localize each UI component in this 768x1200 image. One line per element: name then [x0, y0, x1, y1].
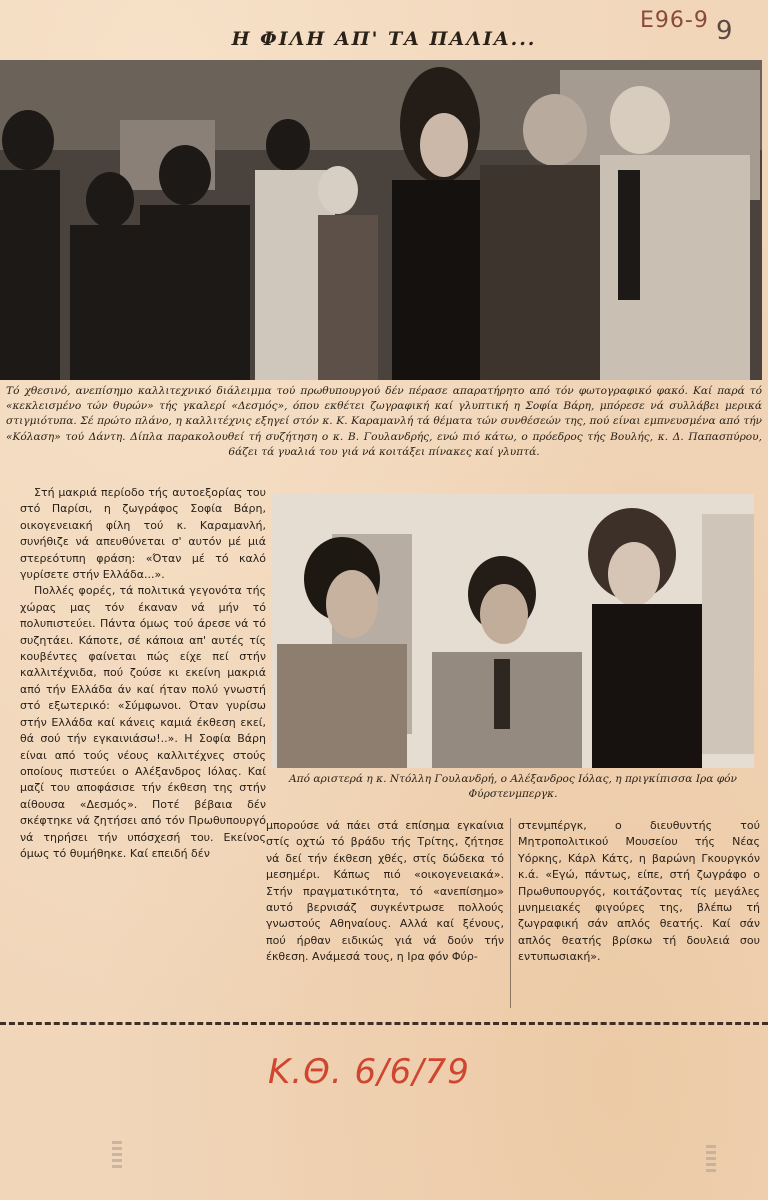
- photo-guests-at-gallery: [272, 494, 754, 768]
- staple-mark: [706, 1142, 716, 1172]
- photo-caption-middle: Από αριστερά η κ. Ντόλλη Γουλανδρή, ο Αλέξανδρος Ιόλας, η πριγκίπισσα Ιρα φόν Φύρστενμπεργκ.: [289, 773, 737, 800]
- staple-mark: [112, 1138, 122, 1168]
- article-column-right: [518, 818, 760, 966]
- handwritten-page-number: 9: [716, 16, 733, 46]
- article-headline: Η ΦΙΛΗ ΑΠ' ΤΑ ΠΑΛΙΑ...: [231, 28, 537, 50]
- photo-prime-minister-visit: [0, 60, 762, 380]
- article-paragraph: Στή μακριά περίοδο τής αυτοεξορίας του στό Παρίσι, η ζωγράφος Σοφία Βάρη, οικογενειακή φίλη τού κ. Καραμανλή, συνήθιζε νά απευθύνεται σ' αυτόν μέ μιά στερεότυπη φράση: «Όταν μέ τό καλό γυρίσετε στήν Ελλάδα...».: [20, 486, 266, 582]
- column-divider: [510, 818, 511, 1008]
- clipping-cut-line: [0, 1022, 768, 1025]
- article-paragraph: στενμπέργκ, ο διευθυντής τού Μητροπολιτικού Μουσείου τής Νέας Υόρκης, Κάρλ Κάτς, η βαρώνη Γκουργκόν κ.ά. «Εγώ, πάντως, είπε, στή ζωγράφο ο Πρωθυπουργός, κοιτάζοντας τίς μεγάλες μνημειακές φιγούρες της, βλέπω τή ζωγραφική σάν απλός θεατής. Καί σάν απλός θεατής βρίσκω τή δουλειά σου εντυπωσιακή».: [518, 819, 760, 964]
- handwritten-date-stamp: Κ.Θ. 6/6/79: [268, 1052, 470, 1092]
- article-paragraph: μπορούσε νά πάει στά επίσημα εγκαίνια στίς οχτώ τό βράδυ τής Τρίτης, ζήτησε νά δεί τήν έκθεση χθές, στίς δώδεκα τό μεσημέρι. Κάπως πιό «οικογενειακά». Στήν πραγματικότητα, τό «ανεπίσημο» αυτό βερνισάζ συγκέντρωσε πολλούς γνωστούς Αθηναίους. Αλλά καί ξένους, πού ήρθαν ειδικώς γιά νά δούν τήν έκθεση. Ανάμεσά τους, η Ιρα φόν Φύρ-: [266, 819, 504, 964]
- handwritten-reference-code: E96-9: [640, 8, 709, 33]
- article-column-left: [20, 485, 266, 862]
- article-column-middle: [266, 818, 504, 966]
- photo-caption-top: Τό χθεσινό, ανεπίσημο καλλιτεχνικό διάλειμμα τού πρωθυπουργού δέν πέρασε απαρατήρητο από τόν φωτογραφικό φακό. Καί παρά τό «κεκλεισμένο τών θυρών» τής γκαλερί «Δεσμός», όπου εκθέτει ζωγραφική καί γλυπτική η Σοφία Βάρη, μπόρεσε νά συλλάβει μερικά στιγμιότυπα. Σέ πρώτο πλάνο, η καλλιτέχνις εξηγεί στόν κ. Κ. Καραμανλή τά θέματα τών συνθέσεών της, πού είναι εμπνευσμένα από τήν «Κόλαση» τού Δάντη. Δίπλα παρακολουθεί τή συζήτηση ο κ. Β. Γουλανδρής, ενώ πιό κάτω, ο πρόεδρος τής Βουλής, κ. Δ. Παπασπύρου, 6άζει τά γυαλιά του γιά νά κοιτάξει πίνακες καί γλυπτά.: [6, 385, 762, 458]
- article-paragraph: Πολλές φορές, τά πολιτικά γεγονότα τής χώρας μας τόν έκαναν νά μήν τό πολυπιστεύει. Πάντα όμως τού άρεσε νά τό συζητάει. Κάποτε, σέ κάποια απ' αυτές τίς κουβέντες φαίνεται πώς είχε πεί στήν καλλιτέχνιδα, πού ζούσε κι εκείνη μακριά από τήν Ελλάδα άν καί ήταν πολύ γνωστή στό εξωτερικό: «Σύμφωνοι. Όταν γυρίσω στήν Ελλάδα καί κάνεις καμιά έκθεση εκεί, θά σού τήν εγκαινιάσω!..». Η Σοφία Βάρη είναι από τούς νέους καλλιτέχνες στούς οποίους πιστεύει ο Αλέξανδρος Ιόλας. Καί μαζί του αποφάσισε τήν έκθεση της στήν αίθουσα «Δεσμός». Ποτέ βέβαια δέν σκέφτηκε νά ζητήσει από τόν Πρωθυπουργό νά τηρήσει τήν υπόσχεσή του. Εκείνος όμως τό θυμήθηκε. Καί επειδή δέν: [20, 584, 266, 860]
